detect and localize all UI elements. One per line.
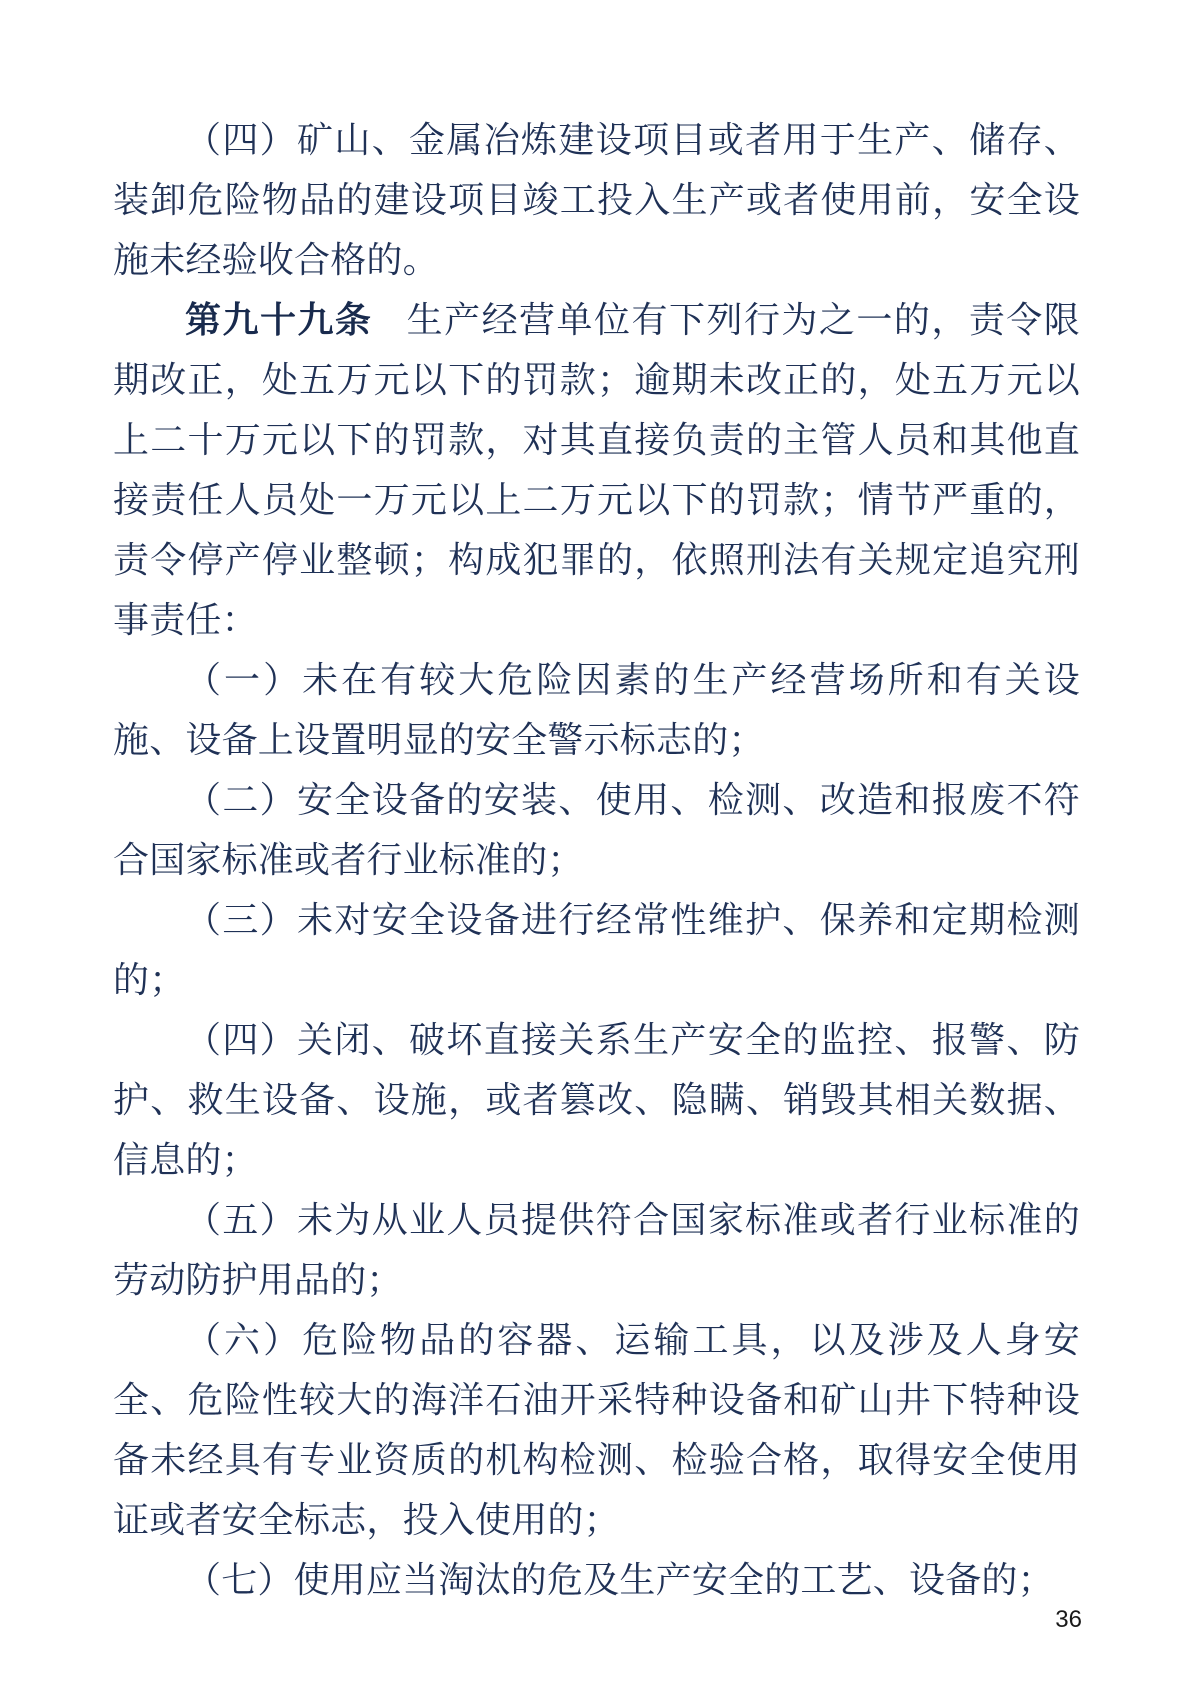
paragraph-item-5: （五）未为从业人员提供符合国家标准或者行业标准的劳动防护用品的； xyxy=(113,1200,1080,1300)
paragraph-item-2: （二）安全设备的安装、使用、检测、改造和报废不符合国家标准或者行业标准的； xyxy=(113,780,1080,880)
paragraph-item-7: （七）使用应当淘汰的危及生产安全的工艺、设备的； xyxy=(185,1560,1054,1600)
article-99-body-text: 生产经营单位有下列行为之一的，责令限期改正，处五万元以下的罚款；逾期未改正的，处五万元以上二十万元以下的罚款，对其直接负责的主管人员和其他直接责任人员处一万元以上二万元以下的罚款；情节严重的，责令停产停业整顿；构成犯罪的，依照刑法有关规定追究刑事责任： xyxy=(113,300,1080,640)
page-number: 36 xyxy=(1055,1606,1082,1633)
document-body xyxy=(113,110,1080,1610)
paragraph-item-4-prev-article: （四）矿山、金属冶炼建设项目或者用于生产、储存、装卸危险物品的建设项目竣工投入生产或者使用前，安全设施未经验收合格的。 xyxy=(113,120,1080,280)
paragraph-item-1: （一）未在有较大危险因素的生产经营场所和有关设施、设备上设置明显的安全警示标志的； xyxy=(113,660,1080,760)
paragraph-item-3: （三）未对安全设备进行经常性维护、保养和定期检测的； xyxy=(113,900,1080,1000)
paragraph-article-99 xyxy=(113,290,1080,650)
article-number-heading: 第九十九条 xyxy=(185,299,373,340)
paragraph-item-6: （六）危险物品的容器、运输工具，以及涉及人身安全、危险性较大的海洋石油开采特种设备和矿山井下特种设备未经具有专业资质的机构检测、检验合格，取得安全使用证或者安全标志，投入使用的； xyxy=(113,1320,1080,1540)
paragraph-item-4: （四）关闭、破坏直接关系生产安全的监控、报警、防护、救生设备、设施，或者篡改、隐瞒、销毁其相关数据、信息的； xyxy=(113,1020,1080,1180)
